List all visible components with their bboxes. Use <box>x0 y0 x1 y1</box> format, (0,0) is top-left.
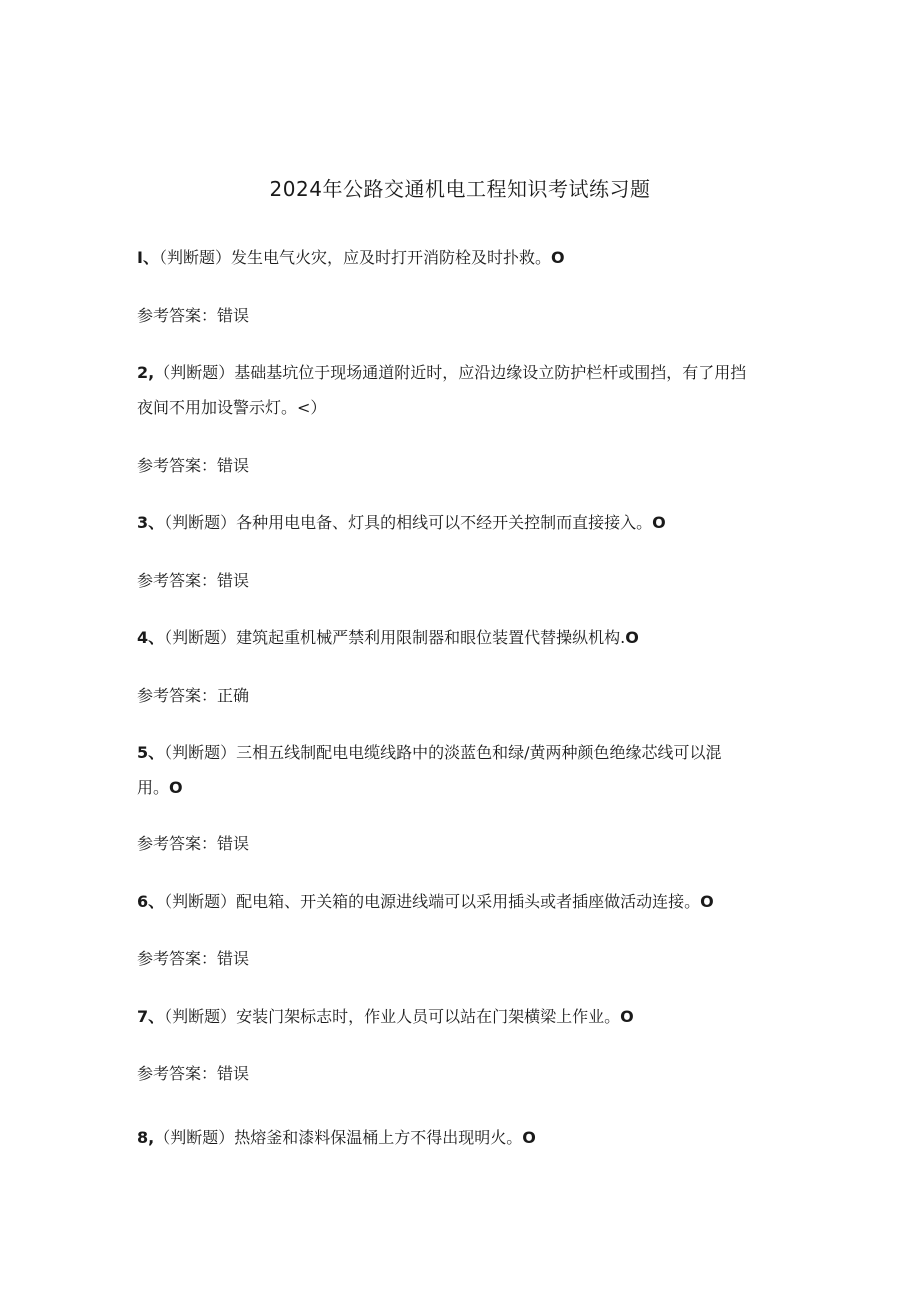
question-number: 4、 <box>137 628 165 647</box>
question-5-continued <box>137 776 797 800</box>
question-2-continued: 夜间不用加设警示灯。<） <box>137 398 327 417</box>
question-text: （判断题）发生电气火灾，应及时打开消防栓及时扑救。 <box>158 248 551 267</box>
question-text: （判断题）三相五线制配电电缆线路中的淡蓝色和绿/黄两种颜色绝缘芯线可以混 <box>164 743 722 762</box>
question-text: （判断题）基础基坑位于现场通道附近时，应沿边缘设立防护栏杆或围挡，有了用挡 <box>154 363 747 382</box>
answer-mark: O <box>522 1128 536 1147</box>
question-2 <box>137 361 797 385</box>
question-number: 6、 <box>137 892 165 911</box>
question-7 <box>137 1005 797 1029</box>
page-title: 2024年公路交通机电工程知识考试练习题 <box>269 177 651 201</box>
answer-mark: O <box>625 628 639 647</box>
answer-6: 参考答案：错误 <box>137 949 250 968</box>
question-1 <box>137 246 797 270</box>
answer-7: 参考答案：错误 <box>137 1064 250 1083</box>
question-text: 用。 <box>137 778 170 797</box>
question-number: I、 <box>137 248 159 267</box>
question-text: （判断题）建筑起重机械严禁利用限制器和眼位装置代替操纵机构. <box>164 628 626 647</box>
answer-3: 参考答案：错误 <box>137 571 250 590</box>
question-3 <box>137 511 797 535</box>
answer-mark: O <box>550 248 565 267</box>
question-text: （判断题）热熔釜和漆料保温桶上方不得出现明火。 <box>154 1128 523 1147</box>
answer-2: 参考答案：错误 <box>137 456 250 475</box>
question-text: （判断题）配电箱、开关箱的电源进线端可以采用插头或者插座做活动连接。 <box>164 892 701 911</box>
question-number: 8, <box>137 1128 155 1147</box>
question-number: 5、 <box>137 743 165 762</box>
question-number: 3、 <box>137 513 165 532</box>
answer-5: 参考答案：错误 <box>137 834 250 853</box>
question-5 <box>137 741 797 765</box>
answer-mark: O <box>169 778 183 797</box>
question-number: 7、 <box>137 1007 165 1026</box>
answer-4: 参考答案：正确 <box>137 686 250 705</box>
question-8 <box>137 1126 797 1150</box>
question-6 <box>137 890 797 914</box>
answer-mark: O <box>700 892 714 911</box>
question-number: 2, <box>137 363 155 382</box>
question-text: （判断题）各种用电电备、灯具的相线可以不经开关控制而直接接入。 <box>164 513 653 532</box>
question-4 <box>137 626 797 650</box>
answer-1: 参考答案：错误 <box>137 306 250 325</box>
question-text: （判断题）安装门架标志时，作业人员可以站在门架横梁上作业。 <box>164 1007 621 1026</box>
answer-mark: O <box>652 513 666 532</box>
answer-mark: O <box>620 1007 634 1026</box>
